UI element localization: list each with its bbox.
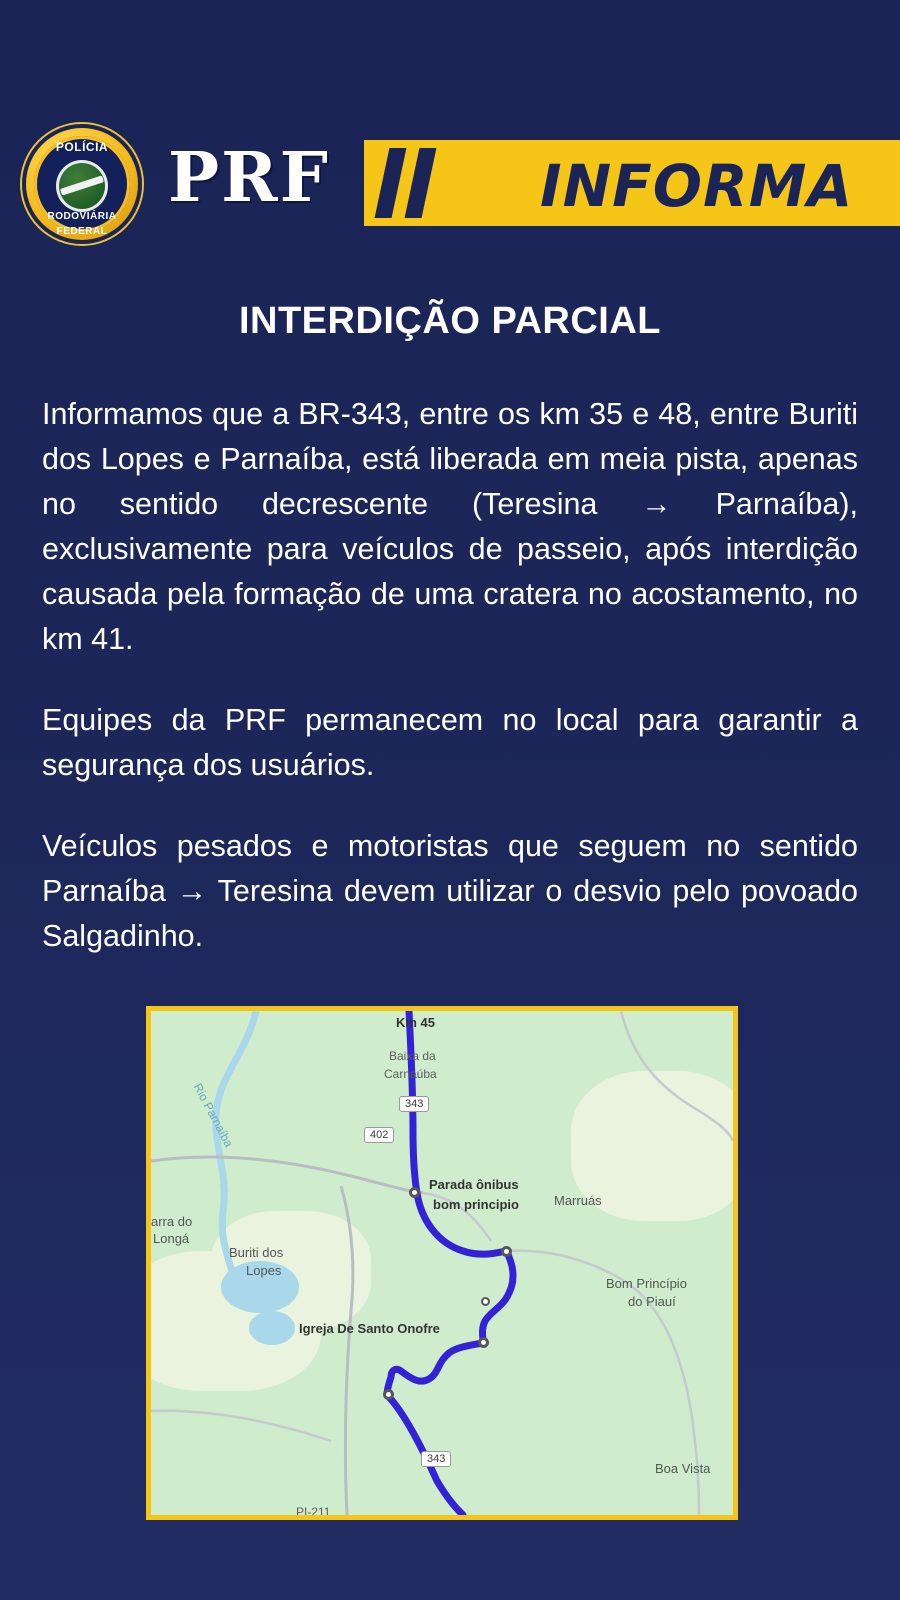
road-shield-br343-south: 343 — [421, 1451, 451, 1467]
map-label-rio-parnaiba: Rio Parnaíba — [190, 1081, 236, 1150]
map-label-igreja-santo-onofre: Igreja De Santo Onofre — [299, 1321, 440, 1336]
map-label-carnauba: Carnaúba — [384, 1067, 437, 1081]
map-label-bom-principio: bom principio — [433, 1197, 519, 1212]
map-label-baixa-da: Baixa da — [389, 1049, 436, 1063]
route-waypoint[interactable] — [383, 1389, 394, 1400]
emblem-text-top: POLÍCIA — [55, 140, 109, 154]
map-label-marruas: Marruás — [554, 1193, 602, 1208]
road-shield-br343-north: 343 — [399, 1096, 429, 1112]
page-title: INTERDIÇÃO PARCIAL — [238, 300, 662, 342]
route-waypoint[interactable] — [481, 1297, 490, 1306]
double-slash-icon — [378, 148, 458, 218]
paragraph-3: Veículos pesados e motoristas que seguem no sentido Parnaíba → Teresina devem utilizar o desvio pelo povoado Salgadinho. — [42, 829, 858, 953]
map-label-lopes: Lopes — [246, 1263, 282, 1278]
map-label-parada-onibus: Parada ônibus — [429, 1177, 519, 1192]
road-shield-402: 402 — [364, 1127, 394, 1143]
paragraph-1: Informamos que a BR-343, entre os km 35 e 48, entre Buriti dos Lopes e Parnaíba, está liberada em meia pista, apenas no sentido decrescente (Teresina → Parnaíba), exclusivamente para veículos de passeio, após interdição causada pela formação de uma cratera no acostamento, no km 41. — [42, 397, 858, 656]
route-waypoint[interactable] — [501, 1246, 512, 1257]
prf-acronym: PRF — [168, 138, 330, 218]
emblem-globe-icon — [56, 160, 108, 212]
map-label-km45: Km 45 — [396, 1015, 436, 1030]
map-label-barra-do: arra do — [151, 1214, 193, 1229]
emblem-text-federal: FEDERAL — [56, 226, 108, 237]
map-label-bom-principio-piaui: Bom Princípio — [606, 1276, 687, 1291]
map-vector-layer — [151, 1011, 733, 1515]
paragraph-2: Equipes da PRF permanecem no local para garantir a segurança dos usuários. — [42, 703, 858, 782]
header-band — [0, 112, 900, 244]
map-label-longa: Longá — [153, 1231, 190, 1246]
body-copy — [42, 392, 858, 959]
map-label-boa-vista: Boa Vista — [655, 1461, 711, 1476]
route-map[interactable] — [146, 1006, 738, 1520]
map-label-do-piaui: do Piauí — [628, 1294, 676, 1309]
route-waypoint[interactable] — [409, 1187, 420, 1198]
emblem-text-bottom: RODOVIÁRIA — [47, 211, 117, 222]
route-waypoint[interactable] — [478, 1337, 489, 1348]
map-label-pi211: PI-211 — [296, 1505, 331, 1519]
map-label-buriti-dos: Buriti dos — [229, 1245, 284, 1260]
informa-word: INFORMA — [540, 152, 854, 220]
map-canvas — [151, 1011, 733, 1519]
prf-emblem-icon — [14, 116, 150, 252]
